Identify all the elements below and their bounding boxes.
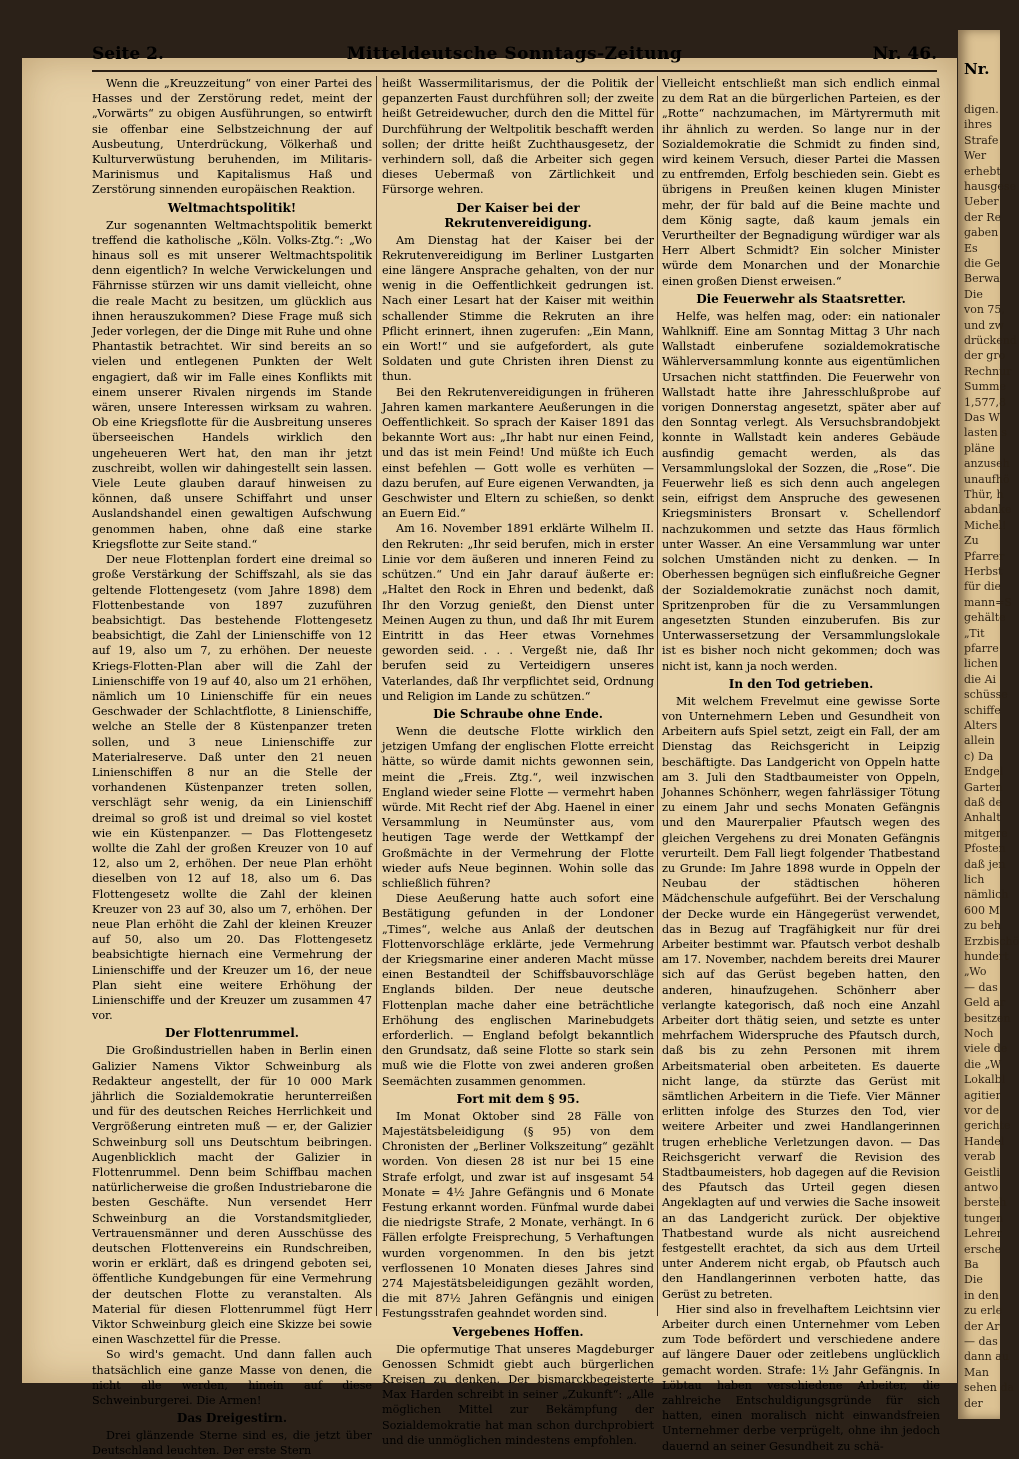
adjacent-page-text-fragment: Lehrer: [964, 1227, 1002, 1241]
adjacent-page-text-fragment: allein: [964, 734, 995, 748]
adjacent-page-text-fragment: verab: [964, 1150, 996, 1164]
article-paragraph: Drei glänzende Sterne sind es, die jetzt über Deutschland leuchten. Der erste Stern: [92, 1429, 372, 1458]
article-headline: Die Feuerwehr als Staatsretter.: [696, 291, 906, 306]
adjacent-page-header-fragment: Nr.: [964, 60, 990, 78]
article-headline: Der Flottenrummel.: [165, 1026, 299, 1041]
adjacent-page-text-fragment: der gro: [964, 349, 1006, 363]
adjacent-page-text-fragment: Erzbischö: [964, 934, 1019, 948]
article-paragraph: Hier sind also in frevelhaftem Leichtsinn vier Arbeiter durch einen Unternehmer vom Leben zum Tode befördert und verschiedene andere auf längere Dauer oder zeitlebens unglücklich gemacht worden. Strafe: 1½ Jahr Gefängnis. In Löbtau haben verschiedene Arbeiter, die zahlreiche Entschuldigungsgründe für sich hatten, einen moralisch nicht einwandsfreien Unternehmer derbe verprügelt, ohne ihn jedoch dauernd an seiner Gesundheit zu schä-: [662, 1302, 940, 1453]
adjacent-page-text-fragment: Noch: [964, 1027, 994, 1040]
article-headline: Weltmachtspolitik!: [167, 200, 297, 215]
article-paragraph: So wird's gemacht. Und dann fallen auch thatsächlich eine ganze Masse von denen, die nicht alle werden, hinein auf diese Schweinburgerei. Die Armen!: [92, 1348, 372, 1408]
adjacent-page-text-fragment: — das: [964, 1335, 998, 1348]
adjacent-page-text-fragment: tungen: [964, 1211, 1004, 1225]
adjacent-page-text-fragment: zu erle: [964, 1304, 1003, 1318]
adjacent-page-text-fragment: sehen da: [964, 1381, 1014, 1395]
column-3: [662, 76, 940, 1453]
adjacent-page-text-fragment: lich: [964, 873, 985, 886]
adjacent-page-text-fragment: Endgel: [964, 765, 1004, 779]
adjacent-page-text-fragment: Geistli: [964, 1165, 1000, 1179]
adjacent-page-text-fragment: agitier: [964, 1088, 1001, 1102]
adjacent-page-text-fragment: Herbst: [964, 565, 1003, 578]
article-paragraph: Zur sogenannten Weltmachtspolitik bemerkt treffend die katholische „Köln. Volks-Ztg.“: „Wo hinaus soll es mit unserer Weltmachtspolitik denn eigentlich? In welche Verwickelungen und Fährnisse stürzen wir uns damit vielleicht, ohne die reale Macht zu besitzen, um glücklich aus ihnen herauszukommen? Diese Frage muß sich Jeder vorlegen, der die Dinge mit Ruhe und ohne Phantastik betrachtet. Wir sind bereits an so vielen und entlegenen Punkten der Welt engagiert, daß wir im Falle eines Konflikts mit einem unserer Rivalen nirgends im Stande wären, unsere Interessen wirksam zu wahren. Ob eine Kriegsflotte für die Ausbreitung unseres überseeischen Handels wirklich den ungeheueren Wert hat, den man ihr jetzt zuschreibt, wollen wir dahingestellt sein lassen. Viele Leute glauben darauf hinweisen zu können, daß unsere Schiffahrt und unser Auslandshandel einen gewaltigen Aufschwung genommen haben, ohne daß eine starke Kriegsflotte zur Seite stand.“: [92, 218, 372, 551]
adjacent-page-text-fragment: für die: [964, 580, 1001, 594]
column-rule: [657, 76, 658, 1316]
adjacent-page-text-fragment: Geld ar: [964, 996, 1006, 1010]
article-paragraph: Die opfermutige That unseres Magdeburger Genossen Schmidt giebt auch bürgerlichen Kreisen zu denken. Der bismarckbegeisterte Max Harden schreibt in seiner „Zukunft“: „Alle möglichen Mittel zur Bekämpfung der Sozialdemokratie hat man schon durchprobiert und die unmöglichen mindestens empfohlen.: [382, 1342, 654, 1447]
adjacent-page-text-fragment: 600 M: [964, 903, 1000, 917]
adjacent-page-text-fragment: lichen: [964, 657, 998, 671]
adjacent-page-text-fragment: ihres: [964, 118, 993, 132]
adjacent-page-text-fragment: besitzen: [964, 1011, 1011, 1025]
adjacent-page-text-fragment: hundert: [964, 950, 1009, 963]
adjacent-page-text-fragment: abdanke: [964, 503, 1012, 517]
adjacent-page-text-fragment: Pfarrer: [964, 549, 1005, 563]
article-paragraph: Bei den Rekrutenvereidigungen in früheren Jahren kamen markantere Aeußerungen in die Oeffentlichkeit. So sprach der Kaiser 1891 das bekannte Wort aus: „Ihr habt nur einen Feind, und das ist mein Feind! Und müßte ich Euch einst befehlen — Gott wolle es verhüten — dazu berufen, auf Eure eigenen Verwandten, ja Geschwister und Eltern zu schießen, so denkt an Euern Eid.“: [382, 385, 654, 521]
adjacent-page-text-fragment: Die: [964, 1273, 983, 1287]
adjacent-page-text-fragment: lasten s: [964, 426, 1007, 440]
adjacent-page-text-fragment: antwo: [964, 1181, 999, 1194]
adjacent-page-text-fragment: gerichte: [964, 1119, 1011, 1133]
adjacent-page-text-fragment: die Ge: [964, 257, 1000, 270]
adjacent-page-text-fragment: drückend: [964, 334, 1017, 347]
article-paragraph: Im Monat Oktober sind 28 Fälle von Majestätsbeleidigung (§ 95) von dem Chronisten der „Berliner Volkszeitung“ gezählt worden. Von diesen 28 ist nur bei 15 eine Strafe erfolgt, und zwar ist auf insgesamt 54 Monate = 4½ Jahre Gefängnis und 6 Monate Festung erkannt worden. Fünfmal wurde dabei die niedrigste Strafe, 2 Monate, verhängt. In 6 Fällen erfolgte Freisprechung, 5 Verhaftungen wurden vorgenommen. In den bis jetzt verflossenen 10 Monaten dieses Jahres sind 274 Majestätsbeleidigungen gezählt worden, die mit 87½ Jahren Gefängnis und einigen Festungsstrafen geahndet worden sind.: [382, 1109, 654, 1321]
adjacent-page-text-fragment: mann=S: [964, 595, 1012, 609]
article-headline: Die Schraube ohne Ende.: [433, 706, 603, 721]
adjacent-page-text-fragment: Ueber: [964, 195, 999, 209]
adjacent-page-text-fragment: Ba: [964, 1258, 979, 1271]
adjacent-page-text-fragment: Man: [964, 1365, 989, 1379]
article-paragraph: Vielleicht entschließt man sich endlich einmal zu dem Rat an die bürgerlichen Parteien, es der „Rotte“ nachzumachen, im Märtyrermuth mit ihr ähnlich zu werden. So lange nur in der Sozialdemokratie die Schmidt zu finden sind, wird keinem Versuch, dieser Partei die Massen zu entfremden, Erfolg beschieden sein. Giebt es übrigens in Preußen keinen klugen Minister mehr, der für bald auf die Beine machte und dem König sagte, daß kaum jemals ein Verurtheilter der Begnadigung würdiger war als Herr Albert Schmidt? Ein solcher Minister würde dem Monarchen und der Monarchie einen großen Dienst erweisen.“: [662, 77, 940, 288]
newspaper-title: Mitteldeutsche Sonntags-Zeitung: [346, 44, 683, 64]
adjacent-page-text-fragment: schüsse: [964, 688, 1008, 702]
page-header: [92, 44, 937, 72]
adjacent-page-text-fragment: daß jen: [964, 857, 1006, 871]
adjacent-page-text-fragment: Michel!: [964, 518, 1007, 532]
adjacent-page-text-fragment: pfarre: [964, 642, 999, 655]
article-headline: Das Dreigestirn.: [176, 1411, 288, 1426]
adjacent-page-text-fragment: gehälte: [964, 611, 1006, 625]
article-paragraph: Wenn die deutsche Flotte wirklich den jetzigen Umfang der englischen Flotte erreicht hätte, so würde damit nichts gewonnen sein, meint die „Freis. Ztg.“, weil inzwischen England wieder seine Flotte — vermehrt haben würde. Mit Recht rief der Abg. Haenel in einer Versammlung in Neumünster aus, vom heutigen Tage werde der Wettkampf der Großmächte in der Vermehrung der Flotte wieder aufs Neue beginnen. Wohin solle das schließlich führen?: [382, 724, 654, 890]
adjacent-page-text-fragment: von 75,: [964, 303, 1005, 317]
adjacent-page-text-fragment: dann au: [964, 1350, 1009, 1364]
adjacent-page-text-fragment: Rechnur: [964, 364, 1012, 378]
adjacent-page-text-fragment: der Ar: [964, 1319, 1000, 1333]
adjacent-page-text-fragment: Es: [964, 241, 978, 255]
adjacent-page-text-fragment: Zu: [964, 534, 979, 548]
adjacent-page-text-fragment: anzuseh: [964, 457, 1010, 471]
adjacent-page-text-fragment: gaben: [964, 226, 999, 240]
adjacent-page-text-fragment: digen.: [964, 103, 999, 116]
adjacent-page-text-fragment: bersteh: [964, 1196, 1007, 1210]
adjacent-page-text-fragment: nämlich: [964, 888, 1009, 902]
adjacent-page-text-fragment: Das W: [964, 411, 1000, 424]
adjacent-page-text-fragment: pläne: [964, 441, 995, 455]
adjacent-page-text-fragment: daß de: [964, 796, 1002, 809]
adjacent-page-text-fragment: c) Da: [964, 749, 994, 763]
article-headline: In den Tod getrieben.: [728, 676, 874, 691]
adjacent-page-text-fragment: und zw: [964, 318, 1004, 332]
article-headline: Fort mit dem § 95.: [456, 1091, 580, 1106]
page-number: Seite 2.: [92, 44, 164, 64]
article-paragraph: Am 16. November 1891 erklärte Wilhelm II. den Rekruten: „Ihr seid berufen, mich in erster Linie vor dem äußeren und inneren Feind zu schützen.“ Und ein Jahr darauf äußerte er: „Haltet den Rock in Ehren und bedenkt, daß Ihr den Vorzug genießt, den Dienst unter Meinen Augen zu thun, und daß Ihr mit Eurem Eintritt in das Heer etwas Vornehmes geworden seid. . . . Vergeßt nie, daß Ihr berufen seid zu Verteidigern unseres Vaterlandes, daß Ihr verpflichtet seid, Ordnung und Religion im Lande zu schützen.“: [382, 522, 654, 703]
adjacent-page-text-fragment: Berwa: [964, 272, 1000, 286]
adjacent-page-text-fragment: Strafe: [964, 133, 999, 147]
adjacent-page-text-fragment: der: [964, 1396, 983, 1410]
adjacent-page-text-fragment: Anhalt: [964, 811, 1001, 825]
adjacent-page-text-fragment: Thür, h: [964, 488, 1004, 501]
article-paragraph: Die Großindustriellen haben in Berlin einen Galizier Namens Viktor Schweinburg als Redakteur angestellt, der für 10 000 Mark jährlich die Sozialdemokratie herunterreißen und für des deutschen Reiches Herrlichkeit und Vergrößerung eintreten muß — er, der Galizier Schweinburg soll uns Deutschtum beibringen. Augenblicklich macht der Galizier in Flottenrummel. Denn beim Schiffbau machen natürlicherweise die großen Industriebarone die besten Geschäfte. Nun versendet Herr Schweinburg an die Vorstandsmitglieder, Vertrauensmänner und deren Ausschüsse des deutschen Flottenvereins ein Rundschreiben, worin er erklärt, daß es dringend geboten sei, öffentliche Kundgebungen für eine Vermehrung der deutschen Flotte zu veranstalten. Als Material für diesen Flottenrummel fügt Herr Viktor Schweinburg gleich eine Skizze bei sowie einen Waschzettel für die Presse.: [92, 1044, 372, 1347]
adjacent-page-text-fragment: Summe: [964, 380, 1006, 394]
adjacent-page-text-fragment: vor de: [964, 1104, 1000, 1117]
article-paragraph: Diese Aeußerung hatte auch sofort eine Bestätigung gefunden in der Londoner „Times“, welche aus Anlaß der deutschen Flottenvorschläge erklärte, jede Vermehrung der Kriegsmarine einer anderen Macht müsse einen Bestandteil der Schiffsbauvorschläge Englands bilden. Der neue deutsche Flottenplan mache daher eine beträchtliche Erhöhung des englischen Marinebudgets erforderlich. — England befolgt bekanntlich den Grundsatz, daß seine Flotte so stark sein muß wie die Flotte von zwei anderen großen Seemächten zusammen genommen.: [382, 892, 654, 1088]
adjacent-page-text-fragment: Pfosten: [964, 842, 1006, 856]
adjacent-page-text-fragment: 1,577,8: [964, 395, 1006, 409]
adjacent-page-text-fragment: Garten: [964, 780, 1003, 794]
adjacent-page-text-fragment: „Wo: [964, 965, 987, 979]
article-paragraph: Am Dienstag hat der Kaiser bei der Rekrutenvereidigung im Berliner Lustgarten eine längere Ansprache gehalten, von der nur wenig in die Oeffentlichkeit gedrungen ist. Nach einer Lesart hat der Kaiser mit weithin schallender Stimme die Rekruten an ihre Pflicht erinnert, ihnen zugerufen: „Ein Mann, ein Wort!“ und sie aufgefordert, als gute Soldaten und gute Christen ihren Dienst zu thun.: [382, 233, 654, 384]
adjacent-page-text-fragment: die Ai: [964, 672, 997, 686]
article-paragraph: heißt Wassermilitarismus, der die Politik der gepanzerten Faust durchführen soll; der zweite heißt Getreidewucher, durch den die Mittel für Durchführung der Weltpolitik beschafft werden sollen; der dritte heißt Zuchthausgesetz, der verhindern soll, daß die Arbeiter sich gegen dieses Uebermaß von Zärtlichkeit und Fürsorge wehren.: [382, 77, 654, 197]
article-paragraph: Mit welchem Frevelmut eine gewisse Sorte von Unternehmern Leben und Gesundheit von Arbeitern aufs Spiel setzt, zeigt ein Fall, der am Dienstag das Reichsgericht in Leipzig beschäftigte. Das Landgericht von Oppeln hatte am 3. Juli den Stadtbaumeister von Oppeln, Johannes Schönherr, wegen fahrlässiger Tötung zu einem Jahr und sechs Monaten Gefängnis und den Maurerpalier Pfautsch wegen des gleichen Vergehens zu drei Monaten Gefängnis verurteilt. Dem Fall liegt folgender Thatbestand zu Grunde: Im Jahre 1898 wurde in Oppeln der Neubau der städtischen höheren Mädchenschule aufgeführt. Bei der Verschalung der Decke wurde ein Hängegerüst verwendet, das in Bezug auf Tragfähigkeit nur für drei Arbeiter bestimmt war. Pfautsch verbot deshalb am 17. November, nachdem bereits drei Maurer sich auf das Gerüst begeben hatten, den anderen, hinaufzugehen. Schönherr aber verlangte kategorisch, daß noch eine Anzahl Arbeiter dort thätig seien, und setzte es unter mehrfachem Widerspruche des Pfautsch durch, daß bis zu zehn Personen mit ihrem Arbeitsmaterial oben arbeiteten. Es dauerte nicht lange, da stürzte das Gerüst mit sämtlichen Arbeitern in die Tiefe. Vier Männer erlitten infolge des Sturzes den Tod, vier weitere Arbeiter und zwei Handlangerinnen trugen erhebliche Verletzungen davon. — Das Reichsgericht verwarf die Revision des Stadtbaumeisters, hob dagegen auf die Revision des Pfautsch das Urteil gegen diesen Angeklagten auf und verwies die Sache insoweit an das Landgericht zurück. Der objektive Thatbestand wurde als nicht ausreichend festgestellt erachtet, da sich aus dem Urteil unter Anderem nicht ergab, ob Pfautsch auch den Handlangerinnen verboten hatte, das Gerüst zu betreten.: [662, 694, 940, 1301]
adjacent-page-text-fragment: mitgere: [964, 826, 1008, 840]
adjacent-page-text-fragment: ersche: [964, 1242, 1002, 1256]
adjacent-page-text-fragment: erhebt: [964, 164, 1001, 178]
adjacent-page-text-fragment: der Re: [964, 210, 1002, 224]
column-rule: [376, 76, 377, 1316]
adjacent-page-text-fragment: Wer: [964, 149, 987, 163]
adjacent-page-text-fragment: viele de: [964, 1042, 1008, 1056]
article-paragraph: Helfe, was helfen mag, oder: ein nationaler Wahlkniff. Eine am Sonntag Mittag 3 Uhr nach Wallstadt einberufene sozialdemokratische Wählerversammlung konnte aus eigentümlichen Ursachen nicht stattfinden. Die Feuerwehr von Wallstadt hatte ihre Jahresschlußprobe auf vorigen Donnerstag angesetzt, später aber auf den Sonntag verlegt. Als Versuchsbrandobjekt konnte in Wallstadt kein anderes Gebäude ausfindig gemacht werden, als das Versammlungslokal der Sozzen, die „Rose“. Die Feuerwehr ließ es sich denn auch angelegen sein, eifrigst dem Anspruche des gewesenen Kriegsministers Bronsart v. Schellendorf nachzukommen und setzte das Haus förmlich unter Wasser. An eine Versammlung war unter solchen Umständen nicht zu denken. — In Oberhessen begnügen sich einflußreiche Gegner der Sozialdemokratie zunächst noch damit, Spritzenproben für die zu Versammlungen angesetzten Stunden einzuberufen. Bis zur Unterwassersetzung der Versammlungslokale ist es bisher noch nicht gekommen; doch was nicht ist, kann ja noch werden.: [662, 309, 940, 673]
adjacent-page-text-fragment: Die: [964, 287, 983, 301]
adjacent-page-edge: [958, 30, 1019, 1419]
adjacent-page-text-fragment: hausgese: [964, 180, 1017, 193]
adjacent-page-text-fragment: in den: [964, 1288, 999, 1302]
adjacent-page-text-fragment: die „W: [964, 1057, 1002, 1071]
article-paragraph: Der neue Flottenplan fordert eine dreimal so große Verstärkung der Schiffszahl, als sie das geltende Flottengesetz (vom Jahre 1898) dem Flottenbestande von 1897 zuzuführen beabsichtigt. Das bestehende Flottengesetz beabsichtigt, die Zahl der Linienschiffe von 12 auf 19, also um 7, zu erhöhen. Der neueste Kriegs-Flotten-Plan aber will die Zahl der Linienschiffe von 19 auf 40, also um 21 erhöhen, nämlich um 10 Linienschiffe für ein neues Geschwader der Schlachtflotte, 8 Linienschiffe, welche an Stelle der 8 Küstenpanzer treten sollen, und 3 neue Linienschiffe zur Materialreserve. Daß unter den 21 neuen Linienschiffen 8 nur an die Stelle der vorhandenen Küstenpanzer treten sollen, verschlägt sehr wenig, da ein Linienschiff dreimal so groß ist und dreimal so viel kostet wie ein Küstenpanzer. — Das Flottengesetz wollte die Zahl der großen Kreuzer von 10 auf 12, also um 2, erhöhen. Der neue Plan erhöht dieselben von 12 auf 18, also um 6. Das Flottengesetz wollte die Zahl der kleinen Kreuzer von 23 auf 30, also um 7, erhöhen. Der neue Plan erhöht die Zahl der kleinen Kreuzer auf 50, also um 20. Das Flottengesetz beabsichtigte hiernach eine Vermehrung der Linienschiffe und der Kreuzer um 16, der neue Plan sieht eine weitere Erhöhung der Linienschiffe und der Kreuzer um zusammen 47 vor.: [92, 553, 372, 1023]
adjacent-page-text-fragment: — das: [964, 980, 998, 994]
adjacent-page-text-fragment: schiffe: [964, 703, 1001, 717]
column-2: [382, 76, 654, 1447]
adjacent-page-text-fragment: Alters: [964, 719, 998, 732]
article-headline: Vergebenes Hoffen.: [452, 1324, 584, 1339]
adjacent-page-text-fragment: Handel: [964, 1134, 1005, 1148]
issue-number: Nr. 46.: [872, 44, 937, 64]
article-headline: Der Kaiser bei der Rekrutenvereidigung.: [444, 200, 592, 230]
adjacent-page-text-fragment: Lokalbl: [964, 1073, 1006, 1087]
adjacent-page-text-fragment: zu beh: [964, 919, 1002, 933]
adjacent-page-text-fragment: „Tit: [964, 626, 985, 640]
adjacent-page-text-fragment: unaufhö: [964, 472, 1010, 486]
column-1: [92, 76, 372, 1458]
article-paragraph: Wenn die „Kreuzzeitung“ von einer Partei des Hasses und der Zerstörung redet, meint der „Vorwärts“ zu obigen Ausführungen, so entwirft sie offenbar eine Selbstzeichnung der auf Ausbeutung, Unterdrückung, Völkerhaß und Kulturverwüstung beruhenden, im Militaris- Marinismus und Kapitalismus Haß und Zerstörung sinnenden europäischen Reaktion.: [92, 77, 372, 197]
